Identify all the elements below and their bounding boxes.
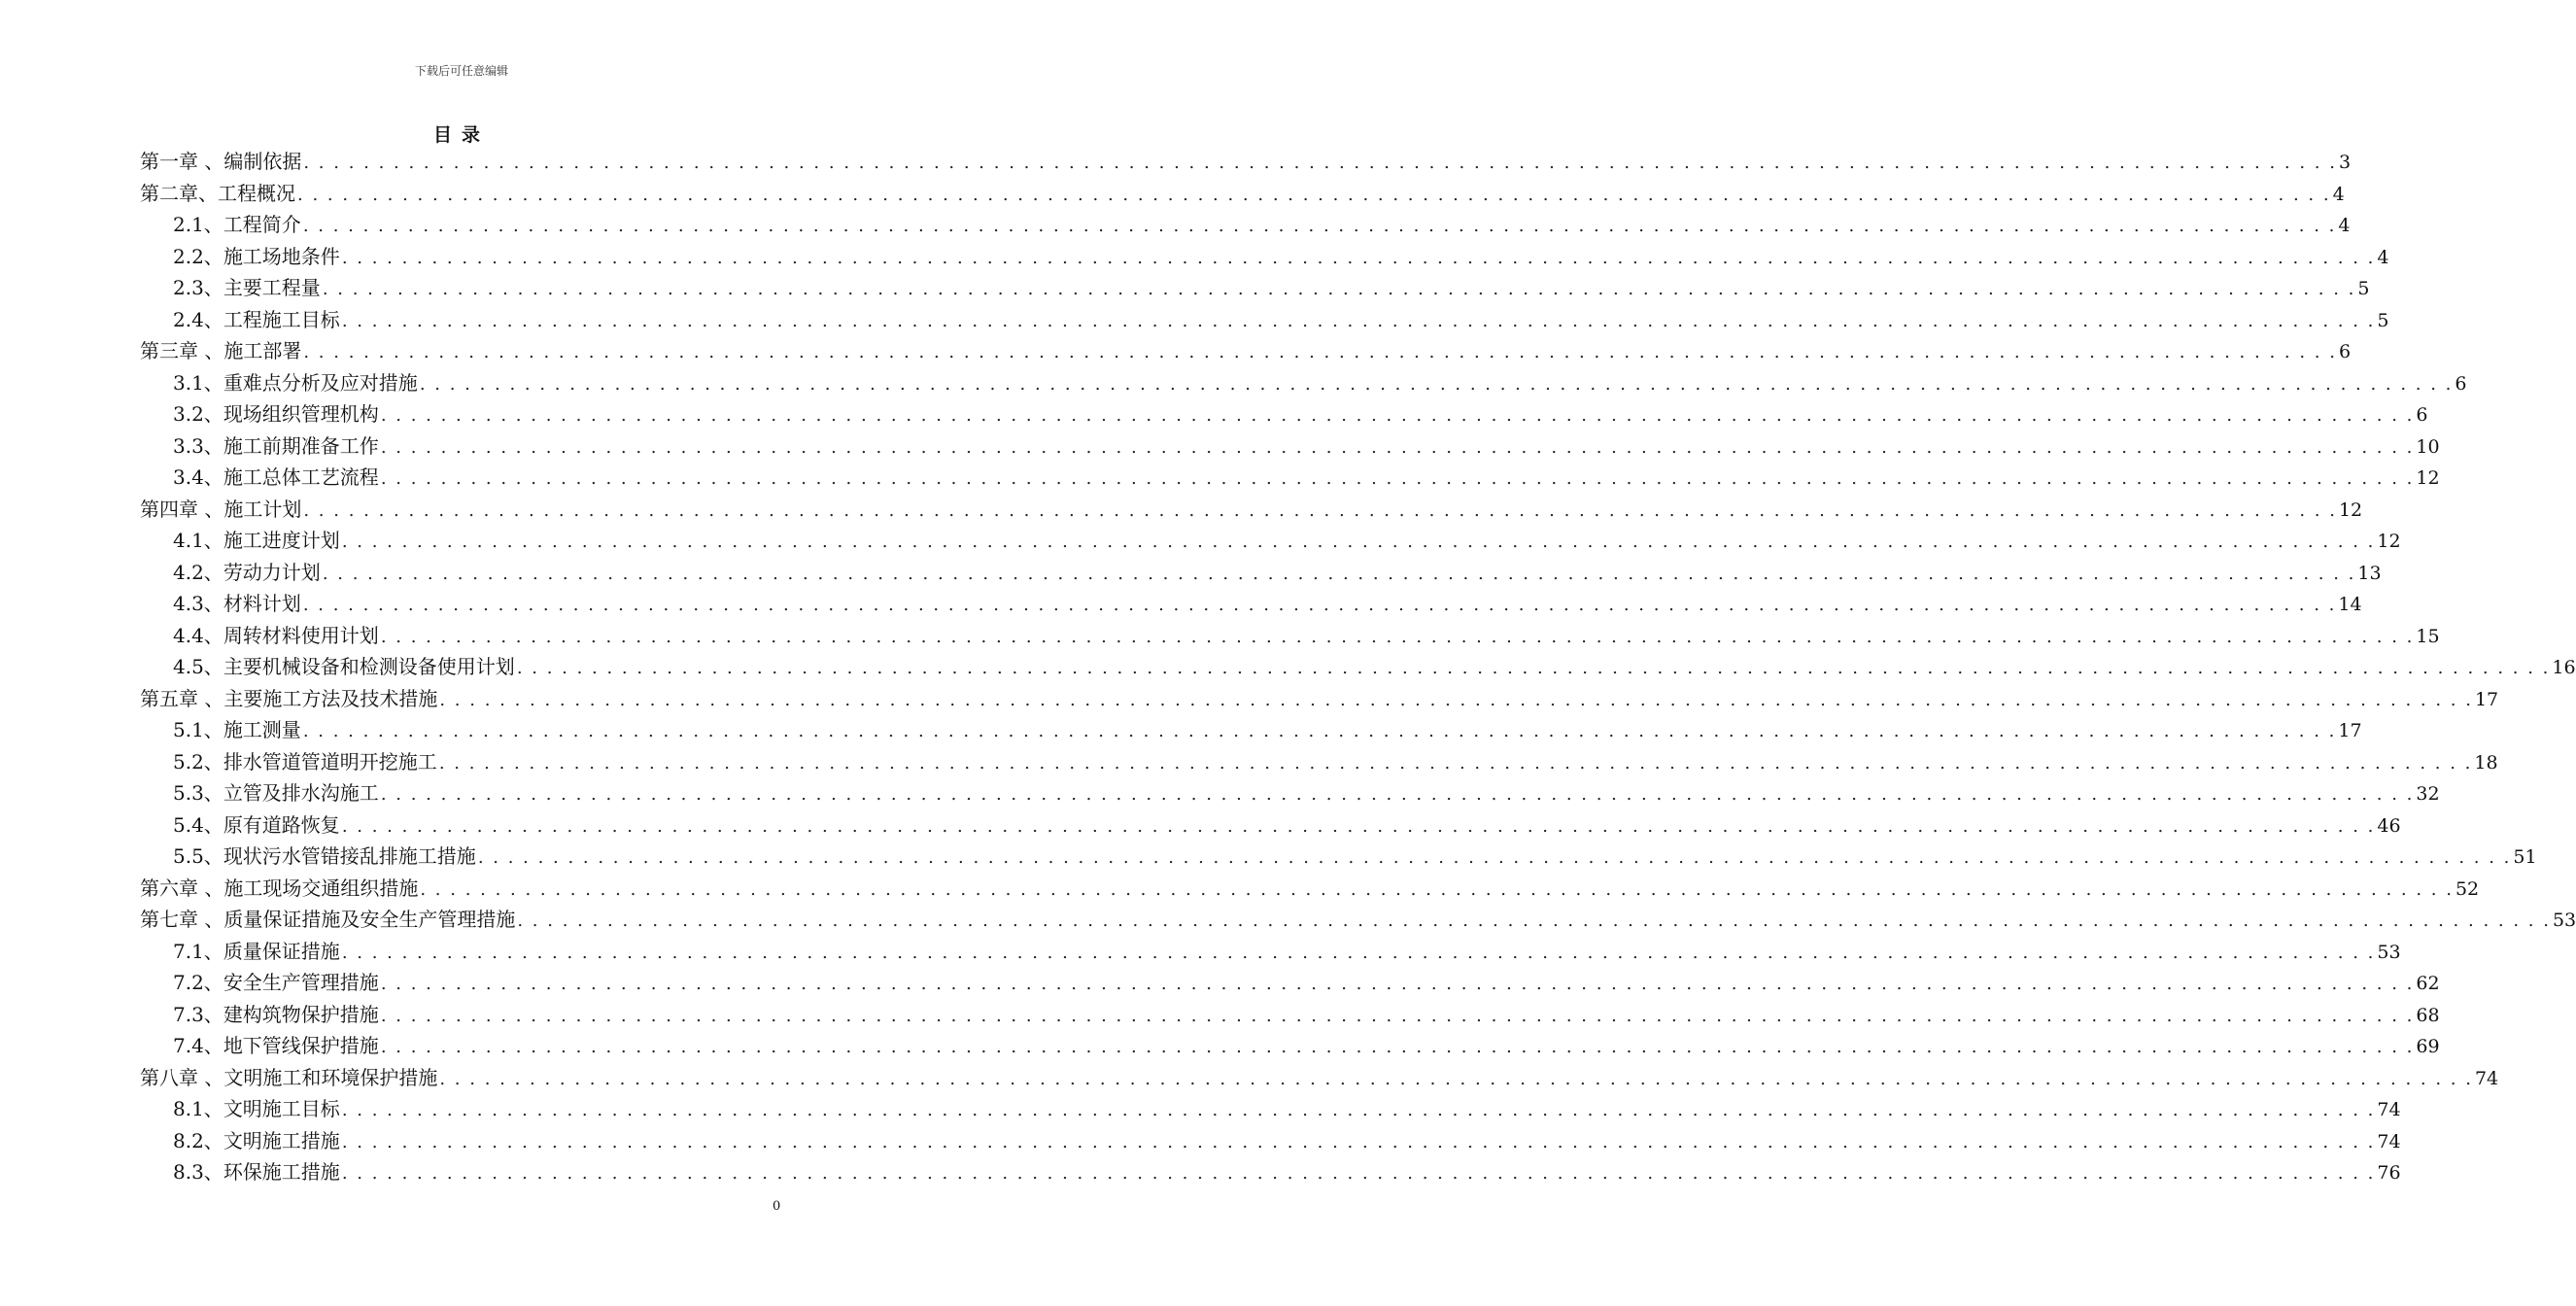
toc-entry-number: 5.3、 <box>173 781 223 805</box>
toc-section-entry[interactable] <box>140 1125 2401 1157</box>
toc-dot-leader <box>381 400 2415 432</box>
toc-entry-page: 5 <box>2377 309 2389 331</box>
toc-entry-number: 第七章 、 <box>140 908 224 931</box>
toc-dot-leader <box>381 969 2415 1001</box>
toc-dot-leader <box>381 622 2415 654</box>
toc-section-entry[interactable] <box>140 462 2440 494</box>
toc-entry-page: 76 <box>2377 1162 2401 1184</box>
toc-section-entry[interactable] <box>140 620 2440 652</box>
toc-entry-page: 6 <box>2416 404 2428 426</box>
toc-entry-title: 编制依据 <box>223 150 302 173</box>
toc-entry-number: 第一章 、 <box>140 150 224 173</box>
toc-chapter-entry[interactable] <box>140 1062 2499 1094</box>
toc-section-entry[interactable] <box>140 367 2467 399</box>
toc-dot-leader <box>420 369 2454 401</box>
toc-entry-page: 14 <box>2338 594 2362 615</box>
toc-entry-number: 8.3、 <box>173 1160 223 1184</box>
toc-section-entry[interactable] <box>140 999 2440 1031</box>
toc-section-entry[interactable] <box>140 841 2537 873</box>
toc-entry-page: 69 <box>2416 1036 2440 1057</box>
toc-entry-number: 7.3、 <box>173 1002 223 1026</box>
toc-section-entry[interactable] <box>140 809 2401 842</box>
toc-entry-number: 2.2、 <box>173 244 223 268</box>
toc-entry-title: 施工现场交通组织措施 <box>223 876 419 900</box>
toc-entry-number: 第四章 、 <box>140 497 224 521</box>
toc-section-entry[interactable] <box>140 1030 2440 1062</box>
toc-section-entry[interactable] <box>140 967 2440 999</box>
toc-entry-title: 周转材料使用计划 <box>223 623 379 647</box>
toc-entry-number: 4.2、 <box>173 560 223 584</box>
toc-entry-title: 施工场地条件 <box>223 244 340 268</box>
toc-entry-page: 6 <box>2338 341 2352 362</box>
toc-entry-page: 6 <box>2455 372 2467 395</box>
toc-entry-page: 74 <box>2377 1130 2401 1152</box>
toc-entry-title: 文明施工措施 <box>223 1128 340 1152</box>
toc-entry-title: 施工计划 <box>223 497 302 521</box>
toc-dot-leader <box>439 685 2473 717</box>
toc-dot-leader <box>342 306 2376 338</box>
toc-dot-leader <box>478 842 2512 875</box>
toc-entry-page: 68 <box>2416 1004 2440 1026</box>
toc-dot-leader <box>323 274 2356 306</box>
toc-entry-number: 4.1、 <box>173 529 223 552</box>
table-of-contents <box>140 146 2576 1188</box>
toc-entry-title: 排水管道管道明开挖施工 <box>223 749 437 773</box>
toc-dot-leader <box>342 527 2376 559</box>
toc-entry-title: 文明施工和环境保护措施 <box>223 1065 438 1089</box>
toc-entry-number: 第八章 、 <box>140 1065 224 1089</box>
toc-dot-leader <box>342 243 2376 275</box>
toc-dot-leader <box>303 716 2337 748</box>
toc-entry-page: 4 <box>2332 183 2345 205</box>
toc-entry-number: 5.1、 <box>173 718 223 741</box>
toc-dot-leader <box>439 1064 2473 1096</box>
toc-entry-title: 建构筑物保护措施 <box>223 1002 379 1026</box>
toc-dot-leader <box>303 337 2337 369</box>
toc-entry-title: 现状污水管错接乱排施工措施 <box>223 844 476 868</box>
toc-entry-page: 18 <box>2474 751 2498 773</box>
toc-entry-title: 主要机械设备和检测设备使用计划 <box>223 655 515 678</box>
toc-entry-title: 劳动力计划 <box>223 560 321 584</box>
toc-entry-number: 2.1、 <box>173 213 223 236</box>
toc-section-entry[interactable] <box>140 651 2576 683</box>
toc-entry-number: 2.4、 <box>173 307 223 331</box>
toc-chapter-entry[interactable] <box>140 683 2499 715</box>
toc-entry-title: 原有道路恢复 <box>223 812 340 837</box>
toc-entry-number: 第五章 、 <box>140 686 224 710</box>
toc-entry-page: 13 <box>2357 562 2382 584</box>
toc-entry-page: 16 <box>2552 657 2576 678</box>
toc-entry-page: 51 <box>2513 846 2537 868</box>
toc-entry-number: 5.2、 <box>173 749 223 773</box>
toc-entry-number: 第六章 、 <box>140 876 224 900</box>
toc-dot-leader <box>517 906 2551 938</box>
toc-dot-leader <box>381 464 2415 496</box>
toc-chapter-entry[interactable] <box>140 178 2345 210</box>
toc-dot-leader <box>342 1095 2376 1127</box>
toc-section-entry[interactable] <box>140 1156 2401 1188</box>
toc-chapter-entry[interactable] <box>140 873 2480 905</box>
toc-section-entry[interactable] <box>140 525 2401 557</box>
toc-entry-page: 3 <box>2338 152 2352 173</box>
toc-entry-title: 质量保证措施 <box>223 939 340 963</box>
toc-dot-leader <box>297 180 2331 212</box>
toc-dot-leader <box>517 653 2551 685</box>
toc-dot-leader <box>420 875 2454 907</box>
toc-entry-page: 15 <box>2416 625 2440 647</box>
toc-entry-page: 4 <box>2377 246 2389 268</box>
toc-title: 目录 <box>432 124 490 146</box>
toc-entry-page: 46 <box>2377 814 2401 837</box>
toc-entry-number: 5.4、 <box>173 812 223 837</box>
toc-entry-title: 主要工程量 <box>223 276 321 299</box>
toc-entry-title: 施工部署 <box>223 339 302 362</box>
toc-dot-leader <box>342 938 2376 970</box>
toc-entry-number: 7.4、 <box>173 1034 223 1057</box>
toc-section-entry[interactable] <box>140 241 2389 273</box>
toc-dot-leader <box>381 1032 2415 1064</box>
toc-entry-number: 3.4、 <box>173 465 223 489</box>
toc-section-entry[interactable] <box>140 714 2362 746</box>
toc-dot-leader <box>303 148 2337 180</box>
toc-entry-title: 施工前期准备工作 <box>223 433 379 458</box>
toc-entry-number: 4.5、 <box>173 655 223 678</box>
toc-dot-leader <box>303 496 2337 528</box>
toc-entry-title: 材料计划 <box>223 592 301 615</box>
toc-entry-page: 17 <box>2474 688 2499 710</box>
toc-entry-page: 52 <box>2455 877 2480 900</box>
toc-section-entry[interactable] <box>140 304 2389 336</box>
toc-entry-title: 质量保证措施及安全生产管理措施 <box>223 908 516 931</box>
toc-entry-page: 4 <box>2338 215 2351 236</box>
toc-dot-leader <box>342 1127 2376 1159</box>
toc-dot-leader <box>323 559 2356 591</box>
toc-entry-number: 3.2、 <box>173 402 223 426</box>
toc-section-entry[interactable] <box>140 588 2362 620</box>
toc-section-entry[interactable] <box>140 746 2498 778</box>
toc-entry-title: 地下管线保护措施 <box>223 1034 379 1057</box>
toc-entry-title: 重难点分析及应对措施 <box>223 370 418 395</box>
toc-entry-title: 工程简介 <box>223 213 301 236</box>
page-number: 0 <box>773 1199 781 1214</box>
toc-entry-page: 12 <box>2338 498 2363 521</box>
toc-entry-title: 施工进度计划 <box>223 529 340 552</box>
toc-section-entry[interactable] <box>140 430 2440 463</box>
toc-dot-leader <box>381 779 2415 811</box>
toc-section-entry[interactable] <box>140 557 2382 589</box>
toc-entry-number: 7.1、 <box>173 939 223 963</box>
toc-entry-title: 施工测量 <box>223 718 301 741</box>
toc-entry-number: 第三章 、 <box>140 339 224 362</box>
toc-dot-leader <box>381 1001 2415 1033</box>
toc-entry-page: 12 <box>2377 531 2401 552</box>
toc-entry-page: 12 <box>2416 467 2440 489</box>
toc-dot-leader <box>342 811 2376 843</box>
toc-entry-number: 3.1、 <box>173 370 223 395</box>
toc-entry-number: 7.2、 <box>173 971 223 994</box>
toc-entry-title: 工程施工目标 <box>223 307 340 331</box>
toc-dot-leader <box>342 1158 2376 1190</box>
toc-entry-page: 53 <box>2552 910 2576 931</box>
toc-entry-page: 17 <box>2338 720 2362 741</box>
toc-entry-title: 施工总体工艺流程 <box>223 465 379 489</box>
toc-entry-title: 环保施工措施 <box>223 1160 340 1184</box>
toc-entry-number: 8.2、 <box>173 1128 223 1152</box>
toc-entry-title: 立管及排水沟施工 <box>223 781 379 805</box>
toc-entry-page: 10 <box>2416 435 2440 458</box>
toc-entry-number: 第二章、 <box>140 181 218 205</box>
toc-section-entry[interactable] <box>140 936 2401 968</box>
toc-entry-number: 4.4、 <box>173 623 223 647</box>
toc-chapter-entry[interactable] <box>140 494 2363 526</box>
toc-entry-page: 5 <box>2357 278 2370 299</box>
toc-dot-leader <box>303 211 2337 243</box>
toc-entry-page: 62 <box>2416 973 2440 994</box>
toc-entry-number: 5.5、 <box>173 844 223 868</box>
toc-entry-page: 32 <box>2416 783 2440 805</box>
toc-entry-title: 现场组织管理机构 <box>223 402 379 426</box>
toc-section-entry[interactable] <box>140 1093 2401 1125</box>
toc-chapter-entry[interactable] <box>140 146 2352 178</box>
toc-dot-leader <box>381 432 2415 464</box>
toc-entry-number: 8.1、 <box>173 1097 223 1120</box>
toc-entry-number: 3.3、 <box>173 433 223 458</box>
toc-entry-page: 74 <box>2377 1099 2401 1120</box>
toc-section-entry[interactable] <box>140 272 2370 304</box>
toc-entry-title: 主要施工方法及技术措施 <box>223 686 438 710</box>
toc-entry-title: 工程概况 <box>218 181 295 205</box>
toc-entry-title: 文明施工目标 <box>223 1097 340 1120</box>
page-header: 下载后可任意编辑 <box>414 64 508 78</box>
toc-entry-number: 2.3、 <box>173 276 223 299</box>
toc-dot-leader <box>303 590 2337 622</box>
toc-entry-page: 74 <box>2474 1067 2499 1089</box>
toc-section-entry[interactable] <box>140 398 2428 430</box>
toc-chapter-entry[interactable] <box>140 335 2352 367</box>
toc-entry-page: 53 <box>2377 941 2401 963</box>
toc-entry-number: 4.3、 <box>173 592 223 615</box>
toc-dot-leader <box>439 748 2473 780</box>
toc-entry-title: 安全生产管理措施 <box>223 971 379 994</box>
toc-section-entry[interactable] <box>140 777 2440 809</box>
toc-section-entry[interactable] <box>140 209 2351 241</box>
toc-chapter-entry[interactable] <box>140 904 2576 936</box>
